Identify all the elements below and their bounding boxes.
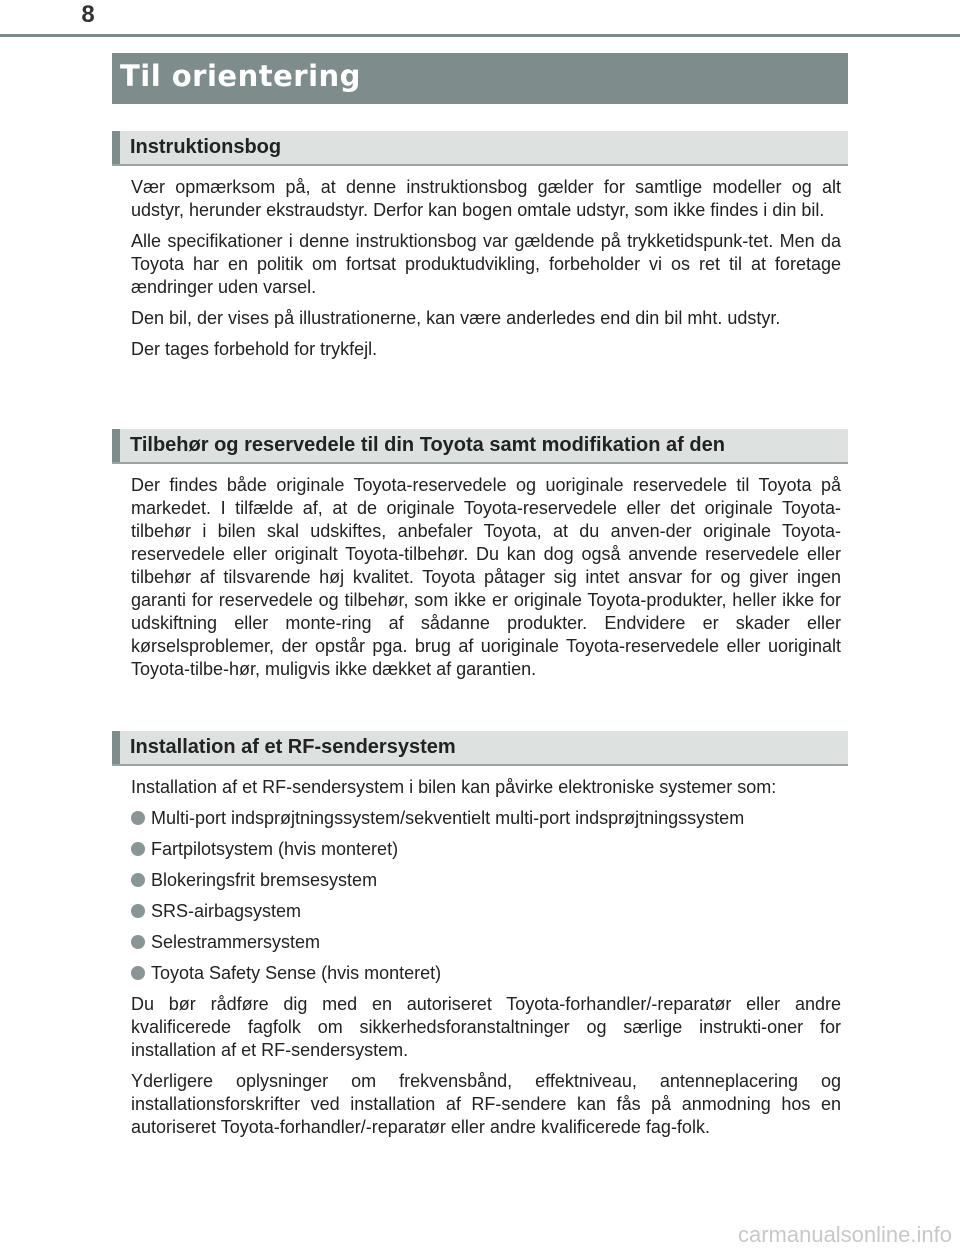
section-heading-instruktionsbog	[112, 131, 848, 166]
list-item-text: SRS-airbagsystem	[151, 901, 302, 921]
paragraph: Du bør rådføre dig med en autoriseret Toyota-forhandler/-reparatør eller andre kvalificerede fagfolk om sikkerhedsforanstaltninger og særlige instrukti-oner for installation af et RF-sendersystem.	[131, 994, 841, 1060]
paragraph: Der findes både originale Toyota-reservedele og uoriginale reservedele til Toyota på markedet. I tilfælde af, at de originale Toyota-reservedele eller det originale Toyota-tilbehør i bilen skal udskiftes, anbefaler Toyota, at du anven-der originale Toyota-reservedele eller originalt Toyota-tilbehør. Du kan dog også anvende reservedele eller tilbehør af tilsvarende høj kvalitet. Toyota påtager sig intet ansvar for og giver ingen garanti for reservedele og tilbehør, som ikke er originale Toyota-produkter, heller ikke for udskiftning eller monte-ring af sådanne produkter. Endvidere er skader eller kørselsproblemer, der opstår pga. brug af uoriginale Toyota-reservedele eller uoriginalt Toyota-tilbe-hør, muligvis ikke dækket af garantien.	[131, 475, 841, 679]
section-body-tilbehor	[131, 474, 841, 689]
section-marker	[112, 131, 120, 164]
chapter-title: Til orientering	[120, 59, 361, 93]
bullet-list	[131, 807, 841, 985]
section-heading-rf-sendersystem	[112, 731, 848, 766]
paragraph: Alle specifikationer i denne instruktionsbog var gældende på trykketidspunk-tet. Men da Toyota har en politik om fortsat produktudvikling, forbeholder vi os ret til at foretage ændringer uden varsel.	[131, 231, 841, 297]
bullet-icon	[131, 904, 145, 918]
watermark: carmanualsonline.info	[737, 1222, 952, 1247]
list-item	[131, 900, 841, 923]
bullet-icon	[131, 811, 145, 825]
bullet-icon	[131, 873, 145, 887]
header-rule	[0, 34, 960, 37]
section-body-instruktionsbog	[131, 176, 841, 369]
bullet-icon	[131, 842, 145, 856]
section-body-rf-sendersystem	[131, 776, 841, 1147]
paragraph: Den bil, der vises på illustrationerne, kan være anderledes end din bil mht. udstyr.	[131, 308, 781, 328]
list-item	[131, 807, 841, 830]
bullet-icon	[131, 966, 145, 980]
section-heading-text: Tilbehør og reservedele til din Toyota samt modifikation af den	[130, 434, 725, 456]
bullet-icon	[131, 935, 145, 949]
list-item	[131, 838, 841, 861]
section-heading-text: Installation af et RF-sendersystem	[130, 736, 456, 758]
paragraph: Der tages forbehold for trykfejl.	[131, 339, 378, 359]
list-item-text: Selestrammersystem	[151, 932, 321, 952]
page-number: 8	[81, 1, 95, 28]
list-item	[131, 931, 841, 954]
list-item	[131, 869, 841, 892]
list-item-text: Fartpilotsystem (hvis monteret)	[151, 839, 399, 859]
paragraph: Installation af et RF-sendersystem i bilen kan påvirke elektroniske systemer som:	[131, 777, 777, 797]
paragraph: Yderligere oplysninger om frekvensbånd, effektniveau, antenneplacering og installationsforskrifter ved installation af RF-sendere kan fås på anmodning hos en autoriseret Toyota-forhandler/-reparatør eller andre kvalificerede fag-folk.	[131, 1071, 841, 1137]
section-marker	[112, 731, 120, 764]
list-item-text: Blokeringsfrit bremsesystem	[151, 870, 378, 890]
list-item-text: Multi-port indsprøjtningssystem/sekventielt multi-port indsprøjtningssystem	[151, 808, 745, 828]
list-item-text: Toyota Safety Sense (hvis monteret)	[151, 963, 442, 983]
chapter-title-bar	[112, 53, 848, 104]
paragraph: Vær opmærksom på, at denne instruktionsbog gælder for samtlige modeller og alt udstyr, herunder ekstraudstyr. Derfor kan bogen omtale udstyr, som ikke findes i din bil.	[131, 177, 841, 220]
section-marker	[112, 429, 120, 462]
section-heading-tilbehor	[112, 429, 848, 464]
section-heading-text: Instruktionsbog	[130, 136, 282, 158]
list-item	[131, 962, 841, 985]
